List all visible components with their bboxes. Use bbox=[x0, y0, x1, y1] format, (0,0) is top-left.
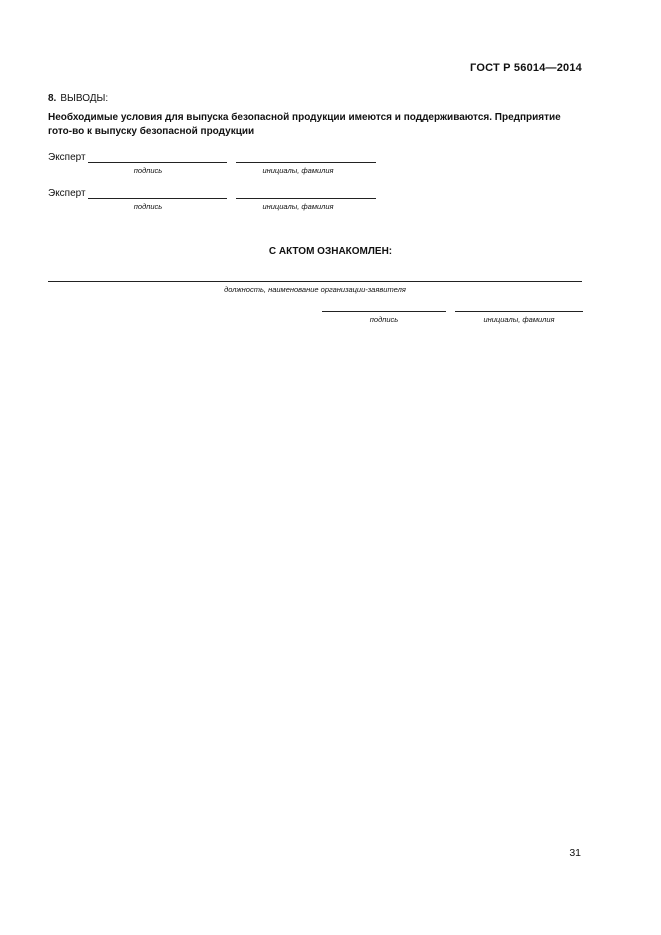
expert-label: Эксперт bbox=[48, 152, 86, 163]
section-heading bbox=[48, 93, 108, 104]
signature-caption: подпись bbox=[133, 166, 163, 175]
acknowledgement-heading: С АКТОМ ОЗНАКОМЛЕН: bbox=[268, 246, 393, 257]
conclusion-paragraph: Необходимые условия для выпуска безопасной продукции имеются и поддерживаются. Предприятие гото-во к выпуску безопасной продукции bbox=[48, 112, 561, 137]
expert-label: Эксперт bbox=[48, 188, 86, 199]
name-caption: инициалы, фамилия bbox=[262, 202, 334, 211]
page-number: 31 bbox=[569, 847, 581, 859]
acknowledgement-signature-caption: подпись bbox=[369, 315, 399, 324]
acknowledgement-name-caption: инициалы, фамилия bbox=[483, 315, 555, 324]
document-code: ГОСТ Р 56014—2014 bbox=[470, 62, 582, 74]
signature-line bbox=[88, 162, 227, 163]
position-organization-caption: должность, наименование организации-заявителя bbox=[224, 285, 406, 294]
signature-line bbox=[88, 198, 227, 199]
name-line bbox=[236, 198, 376, 199]
name-caption: инициалы, фамилия bbox=[262, 166, 334, 175]
name-line bbox=[236, 162, 376, 163]
section-title: ВЫВОДЫ: bbox=[60, 93, 109, 104]
position-organization-line bbox=[48, 281, 582, 282]
signature-caption: подпись bbox=[133, 202, 163, 211]
section-number: 8. bbox=[48, 93, 57, 104]
acknowledgement-name-line bbox=[455, 311, 583, 312]
acknowledgement-signature-line bbox=[322, 311, 446, 312]
